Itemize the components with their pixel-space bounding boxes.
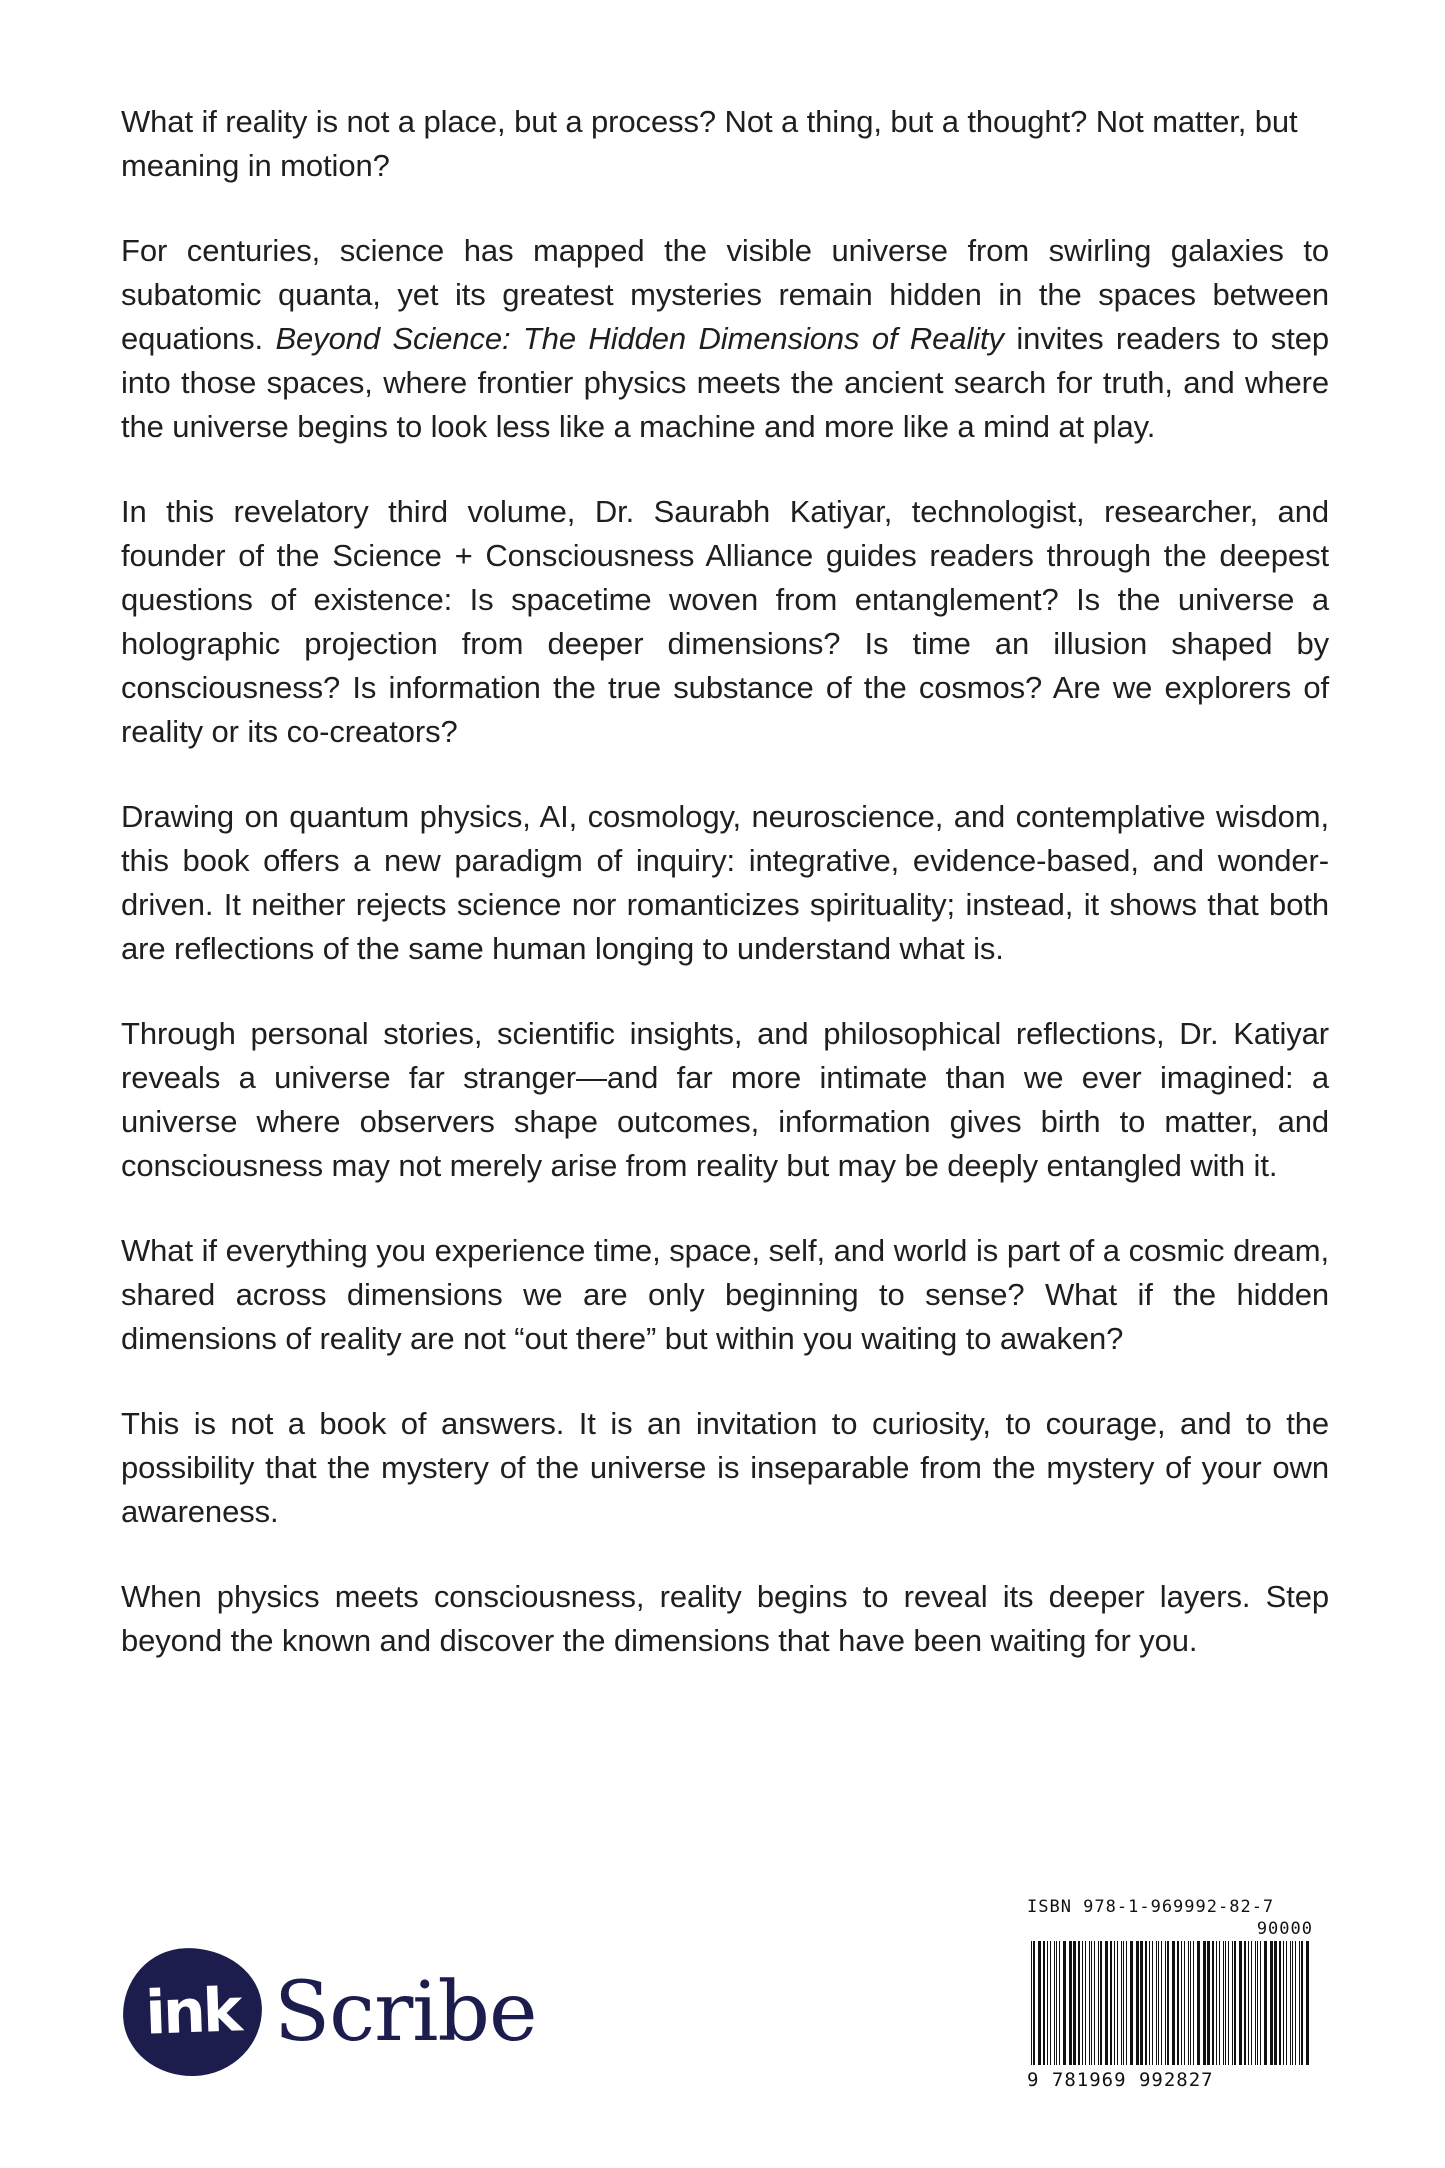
barcode-bar <box>1283 1941 1284 2065</box>
barcode-bar <box>1078 1941 1080 2065</box>
barcode-bar <box>1033 1941 1035 2065</box>
isbn-label: ISBN 978-1-969992-82-7 <box>1027 1897 1275 1917</box>
barcode-bar <box>1232 1941 1233 2065</box>
barcode-bar <box>1212 1941 1214 2065</box>
paragraph-4: Drawing on quantum physics, AI, cosmology, neuroscience, and contemplative wisdom, this book offers a new paradigm of inquiry: integrative, evidence-based, and wonder-driven. It neither rejects science nor romanticizes spirituality; instead, it shows that both are reflections of the same human longing to understand what is. <box>121 799 1329 966</box>
barcode-bar <box>1105 1941 1108 2065</box>
paragraph-8: When physics meets consciousness, reality begins to reveal its deeper layers. Step beyond the known and discover the dimensions that have been waiting for you. <box>121 1579 1329 1658</box>
book-title-italic: Beyond Science: The Hidden Dimensions of Reality <box>275 321 1004 356</box>
barcode-bar <box>1123 1941 1124 2065</box>
barcode-bar <box>1158 1941 1159 2065</box>
barcode-bar <box>1047 1941 1048 2065</box>
barcode-bar <box>1038 1941 1041 2065</box>
barcode-bar <box>1207 1941 1210 2065</box>
barcode-bar <box>1197 1941 1200 2065</box>
barcode-bar <box>1094 1941 1095 2065</box>
barcode-bar <box>1223 1941 1224 2065</box>
barcode-bar <box>1063 1941 1066 2065</box>
barcode-bars <box>1027 1941 1317 2069</box>
barcode-bar <box>1184 1941 1185 2065</box>
paragraph-7: This is not a book of answers. It is an invitation to curiosity, to courage, and to the possibility that the mystery of the universe is inseparable from the mystery of your own awareness. <box>121 1406 1329 1529</box>
barcode-bar <box>1117 1941 1118 2065</box>
barcode-bar <box>1292 1941 1293 2065</box>
barcode-bar <box>1260 1941 1261 2065</box>
barcode-bar <box>1306 1941 1309 2065</box>
barcode-digits: 9 781969 992827 <box>1027 2069 1214 2091</box>
barcode-bar <box>1054 1941 1055 2065</box>
barcode-bar <box>1248 1941 1249 2065</box>
isbn-barcode <box>1027 1897 1317 2102</box>
barcode-bar <box>1203 1941 1206 2065</box>
barcode-bar <box>1073 1941 1076 2065</box>
barcode-bar <box>1165 1941 1166 2065</box>
barcode-bar <box>1100 1941 1102 2065</box>
barcode-bar <box>1059 1941 1060 2065</box>
barcode-bar <box>1239 1941 1242 2065</box>
barcode-bar <box>1050 1941 1051 2065</box>
barcode-bar <box>1234 1941 1236 2065</box>
barcode-bar <box>1228 1941 1229 2065</box>
publisher-logo-word: Scribe <box>274 1964 537 2060</box>
barcode-bar <box>1190 1941 1191 2065</box>
barcode-bar <box>1136 1941 1139 2065</box>
barcode-bar <box>1216 1941 1217 2065</box>
barcode-bar <box>1082 1941 1083 2065</box>
barcode-bar <box>1069 1941 1072 2065</box>
barcode-bar <box>1188 1941 1189 2065</box>
barcode-bar <box>1257 1941 1258 2065</box>
publisher-logo <box>123 1947 537 2077</box>
paragraph-1: What if reality is not a place, but a process? Not a thing, but a thought? Not matter, but meaning in motion? <box>121 104 1298 183</box>
barcode-bar <box>1031 1941 1032 2065</box>
barcode-bar <box>1121 1941 1122 2065</box>
publisher-logo-mark: ink <box>121 1946 264 2079</box>
barcode-bar <box>1255 1941 1256 2065</box>
barcode-bar <box>1149 1941 1150 2065</box>
barcode-bar <box>1177 1941 1179 2065</box>
barcode-bar <box>1126 1941 1127 2065</box>
barcode-bar <box>1172 1941 1175 2065</box>
barcode-bar <box>1156 1941 1157 2065</box>
barcode-bar <box>1056 1941 1057 2065</box>
barcode-bar <box>1301 1941 1303 2065</box>
barcode-bar <box>1140 1941 1143 2065</box>
barcode-bar <box>1130 1941 1133 2065</box>
barcode-bar <box>1145 1941 1147 2065</box>
barcode-bar <box>1244 1941 1246 2065</box>
barcode-bar <box>1089 1941 1090 2065</box>
barcode-bar <box>1286 1941 1287 2065</box>
barcode-bar <box>1299 1941 1300 2065</box>
barcode-bar <box>1193 1941 1194 2065</box>
barcode-bar <box>1043 1941 1045 2065</box>
price-code: 90000 <box>1256 1919 1313 1939</box>
barcode-bar <box>1098 1941 1099 2065</box>
barcode-bar <box>1264 1941 1267 2065</box>
barcode-bar <box>1295 1941 1296 2065</box>
barcode-bar <box>1110 1941 1112 2065</box>
barcode-bar <box>1270 1941 1273 2065</box>
barcode-bar <box>1161 1941 1162 2065</box>
barcode-bar <box>1091 1941 1092 2065</box>
barcode-bar <box>1274 1941 1277 2065</box>
blurb-text <box>121 100 1329 1704</box>
paragraph-2-after: invites readers to step into those spaces, where frontier physics meets the ancient search for truth, and where the universe begins to look less like a machine and more like a mind at play. <box>121 321 1329 444</box>
barcode-bar <box>1181 1941 1182 2065</box>
paragraph-5: Through personal stories, scientific insights, and philosophical reflections, Dr. Katiyar reveals a universe far stranger—and far more intimate than we ever imagined: a universe where observers shape outcomes, information gives birth to matter, and consciousness may not merely arise from reality but may be deeply entangled with it. <box>121 1016 1329 1183</box>
barcode-bar <box>1114 1941 1115 2065</box>
paragraph-2-before: For centuries, science has mapped the visible universe from swirling galaxies to subatomic quanta, yet its greatest mysteries remain hidden in the spaces between equations. <box>121 233 1329 356</box>
barcode-bar <box>1219 1941 1220 2065</box>
paragraph-6: What if everything you experience time, space, self, and world is part of a cosmic dream, shared across dimensions we are only beginning to sense? What if the hidden dimensions of reality are not “out there” but within you waiting to awaken? <box>121 1233 1329 1356</box>
barcode-bar <box>1251 1941 1252 2065</box>
barcode-bar <box>1085 1941 1086 2065</box>
paragraph-3: In this revelatory third volume, Dr. Saurabh Katiyar, technologist, researcher, and founder of the Science + Consciousness Alliance guides readers through the deepest questions of existence: Is spacetime woven from entanglement? Is the universe a holographic projection from deeper dimensions? Is time an illusion shaped by consciousness? Is information the true substance of the cosmos? Are we explorers of reality or its co-creators? <box>121 494 1329 749</box>
barcode-bar <box>1225 1941 1226 2065</box>
barcode-bar <box>1152 1941 1153 2065</box>
barcode-bar <box>1290 1941 1291 2065</box>
barcode-bar <box>1279 1941 1281 2065</box>
barcode-bar <box>1167 1941 1169 2065</box>
paragraph-2 <box>121 229 1329 449</box>
